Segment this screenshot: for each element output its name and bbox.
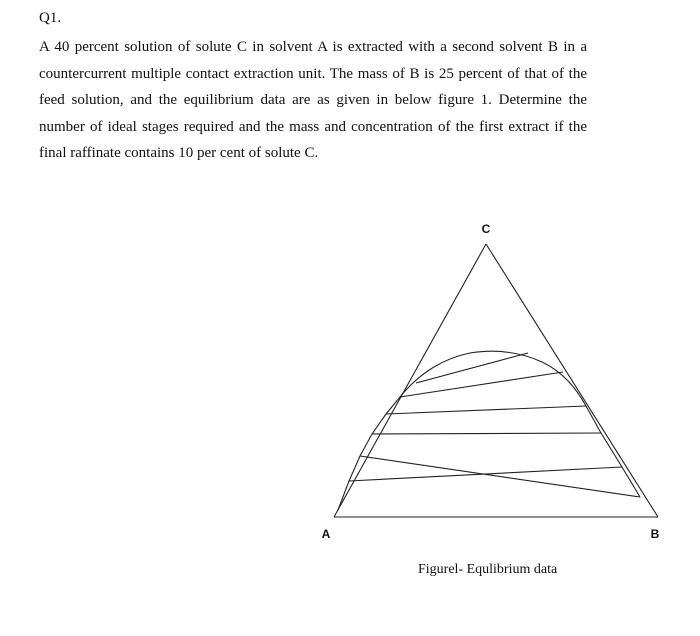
binodal-curve <box>338 351 640 510</box>
tie-line <box>360 456 640 497</box>
triangle-side-ac <box>334 244 486 517</box>
tie-line <box>386 406 586 414</box>
figure-caption: Figurel- Equlibrium data <box>418 562 558 577</box>
vertex-label-b: B <box>650 527 660 541</box>
question-text: A 40 percent solution of solute C in solvent A is extracted with a second solvent B in a countercurrent multiple contact extraction unit. The mass of B is 25 percent of that of the feed solution, and the equilibrium data are as given in below figure 1. Determine the number of ideal stages required and the mass and concentration of the first extract if the final raffinate contains 10 per cent of solute C. <box>39 39 587 161</box>
vertex-label-c: C <box>481 222 491 236</box>
vertex-label-a: A <box>321 527 331 541</box>
question-number: Q1. <box>39 10 62 26</box>
triangle-side-cb <box>486 244 658 517</box>
tie-line <box>400 372 563 397</box>
tie-line <box>372 433 601 434</box>
